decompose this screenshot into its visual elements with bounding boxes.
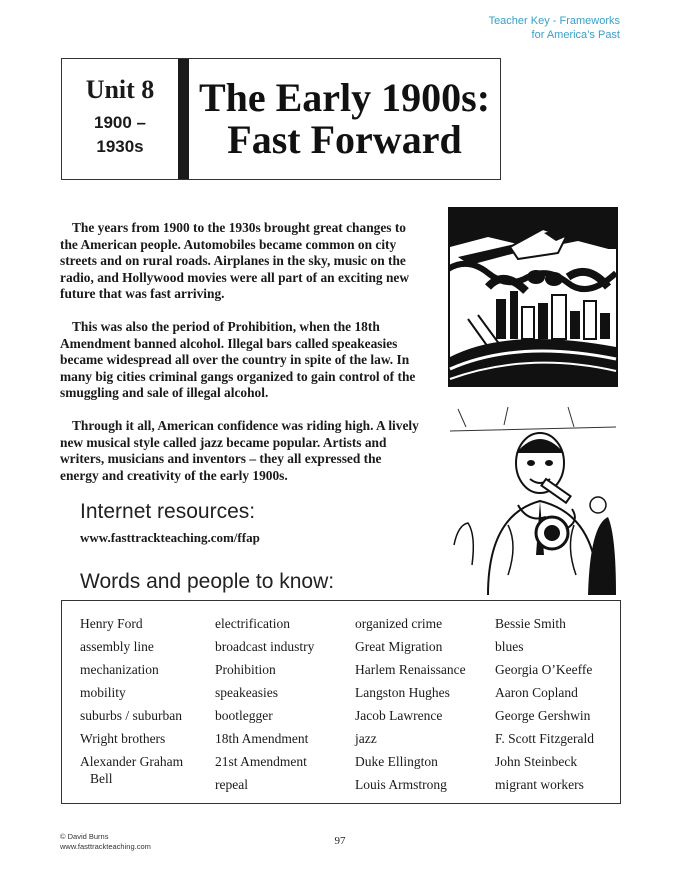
page-title-line1: The Early 1900s:	[198, 75, 491, 120]
word-item: mobility	[80, 685, 126, 700]
word-item: Georgia O’Keeffe	[495, 662, 593, 677]
intro-text	[60, 220, 422, 500]
words-column-3	[355, 615, 466, 799]
word-item: Harlem Renaissance	[355, 662, 466, 677]
word-item: Aaron Copland	[495, 685, 578, 700]
word-item: George Gershwin	[495, 708, 591, 723]
footer-website: www.fasttrackteaching.com	[60, 842, 151, 851]
word-item: suburbs / suburban	[80, 708, 182, 723]
internet-resources-heading: Internet resources:	[80, 500, 256, 523]
word-item: Great Migration	[355, 639, 443, 654]
page-number: 97	[334, 835, 346, 847]
intro-paragraph-1: The years from 1900 to the 1930s brought great changes to the American people. Automobiles became common on city streets and on rural roads. Airplanes in the sky, music on the radio, and Hollywood movies were all part of an exciting new future that was fast arriving.	[60, 220, 410, 302]
unit-info	[62, 59, 178, 179]
intro-paragraph-2: This was also the period of Prohibition, when the 18th Amendment banned alcohol. Illegal bars called speakeasies became widespread all over the country in spite of the law. In many big cities criminal gangs organized to gain control of the smuggling and sale of illegal alcohol.	[60, 318, 416, 401]
word-item: blues	[495, 639, 524, 654]
word-item: Jacob Lawrence	[355, 708, 443, 723]
footer-credits	[60, 832, 151, 852]
word-item: broadcast industry	[215, 639, 315, 654]
word-item: electrification	[215, 616, 290, 631]
unit-years-line1: 1900 –	[94, 113, 146, 132]
words-box	[61, 600, 621, 804]
airplane-city-illustration	[448, 207, 618, 387]
teacher-key-line1: Teacher Key - Frameworks	[488, 15, 620, 27]
word-item: 18th Amendment	[215, 731, 309, 746]
word-item: Henry Ford	[80, 616, 143, 631]
footer-copyright: © David Burns	[60, 832, 109, 841]
title-divider	[178, 59, 189, 179]
word-item: John Steinbeck	[495, 754, 578, 769]
word-item: jazz	[355, 731, 377, 746]
word-item: speakeasies	[215, 685, 278, 700]
unit-title-box	[61, 58, 501, 180]
word-item: assembly line	[80, 639, 154, 654]
teacher-key-line2: for America’s Past	[531, 29, 620, 41]
title-area	[189, 59, 500, 179]
word-item: Bessie Smith	[495, 616, 566, 631]
trumpet-player-illustration	[448, 405, 618, 595]
word-item: bootlegger	[215, 708, 273, 723]
words-column-1	[80, 615, 200, 793]
word-item: Langston Hughes	[355, 685, 450, 700]
word-item: Wright brothers	[80, 731, 166, 746]
word-item: F. Scott Fitzgerald	[495, 731, 595, 746]
word-item: 21st Amendment	[215, 754, 307, 769]
internet-resources-link[interactable]: www.fasttrackteaching.com/ffap	[80, 530, 260, 545]
intro-paragraph-3: Through it all, American confidence was riding high. A lively new musical style called jazz became popular. Artists and writers, musicians and inventors – they all expressed the energy and creativity of the early 1900s.	[60, 417, 419, 483]
word-item-line2: Bell	[90, 771, 113, 786]
word-item: organized crime	[355, 616, 443, 631]
word-item: Prohibition	[215, 662, 276, 677]
unit-years-line2: 1930s	[96, 137, 144, 156]
word-item	[80, 753, 200, 787]
word-item: migrant workers	[495, 777, 584, 792]
word-item-line1: Alexander Graham	[80, 754, 184, 769]
word-item: repeal	[215, 777, 248, 792]
word-item: Duke Ellington	[355, 754, 438, 769]
words-heading: Words and people to know:	[80, 570, 335, 593]
word-item: mechanization	[80, 662, 159, 677]
word-item: Louis Armstrong	[355, 777, 447, 792]
unit-label: Unit 8	[85, 75, 155, 104]
page-title-line2: Fast Forward	[227, 117, 462, 162]
words-column-2	[215, 615, 314, 799]
teacher-key-label	[400, 14, 620, 42]
unit-years	[62, 111, 178, 159]
words-column-4	[495, 615, 594, 799]
page-title	[199, 77, 490, 161]
